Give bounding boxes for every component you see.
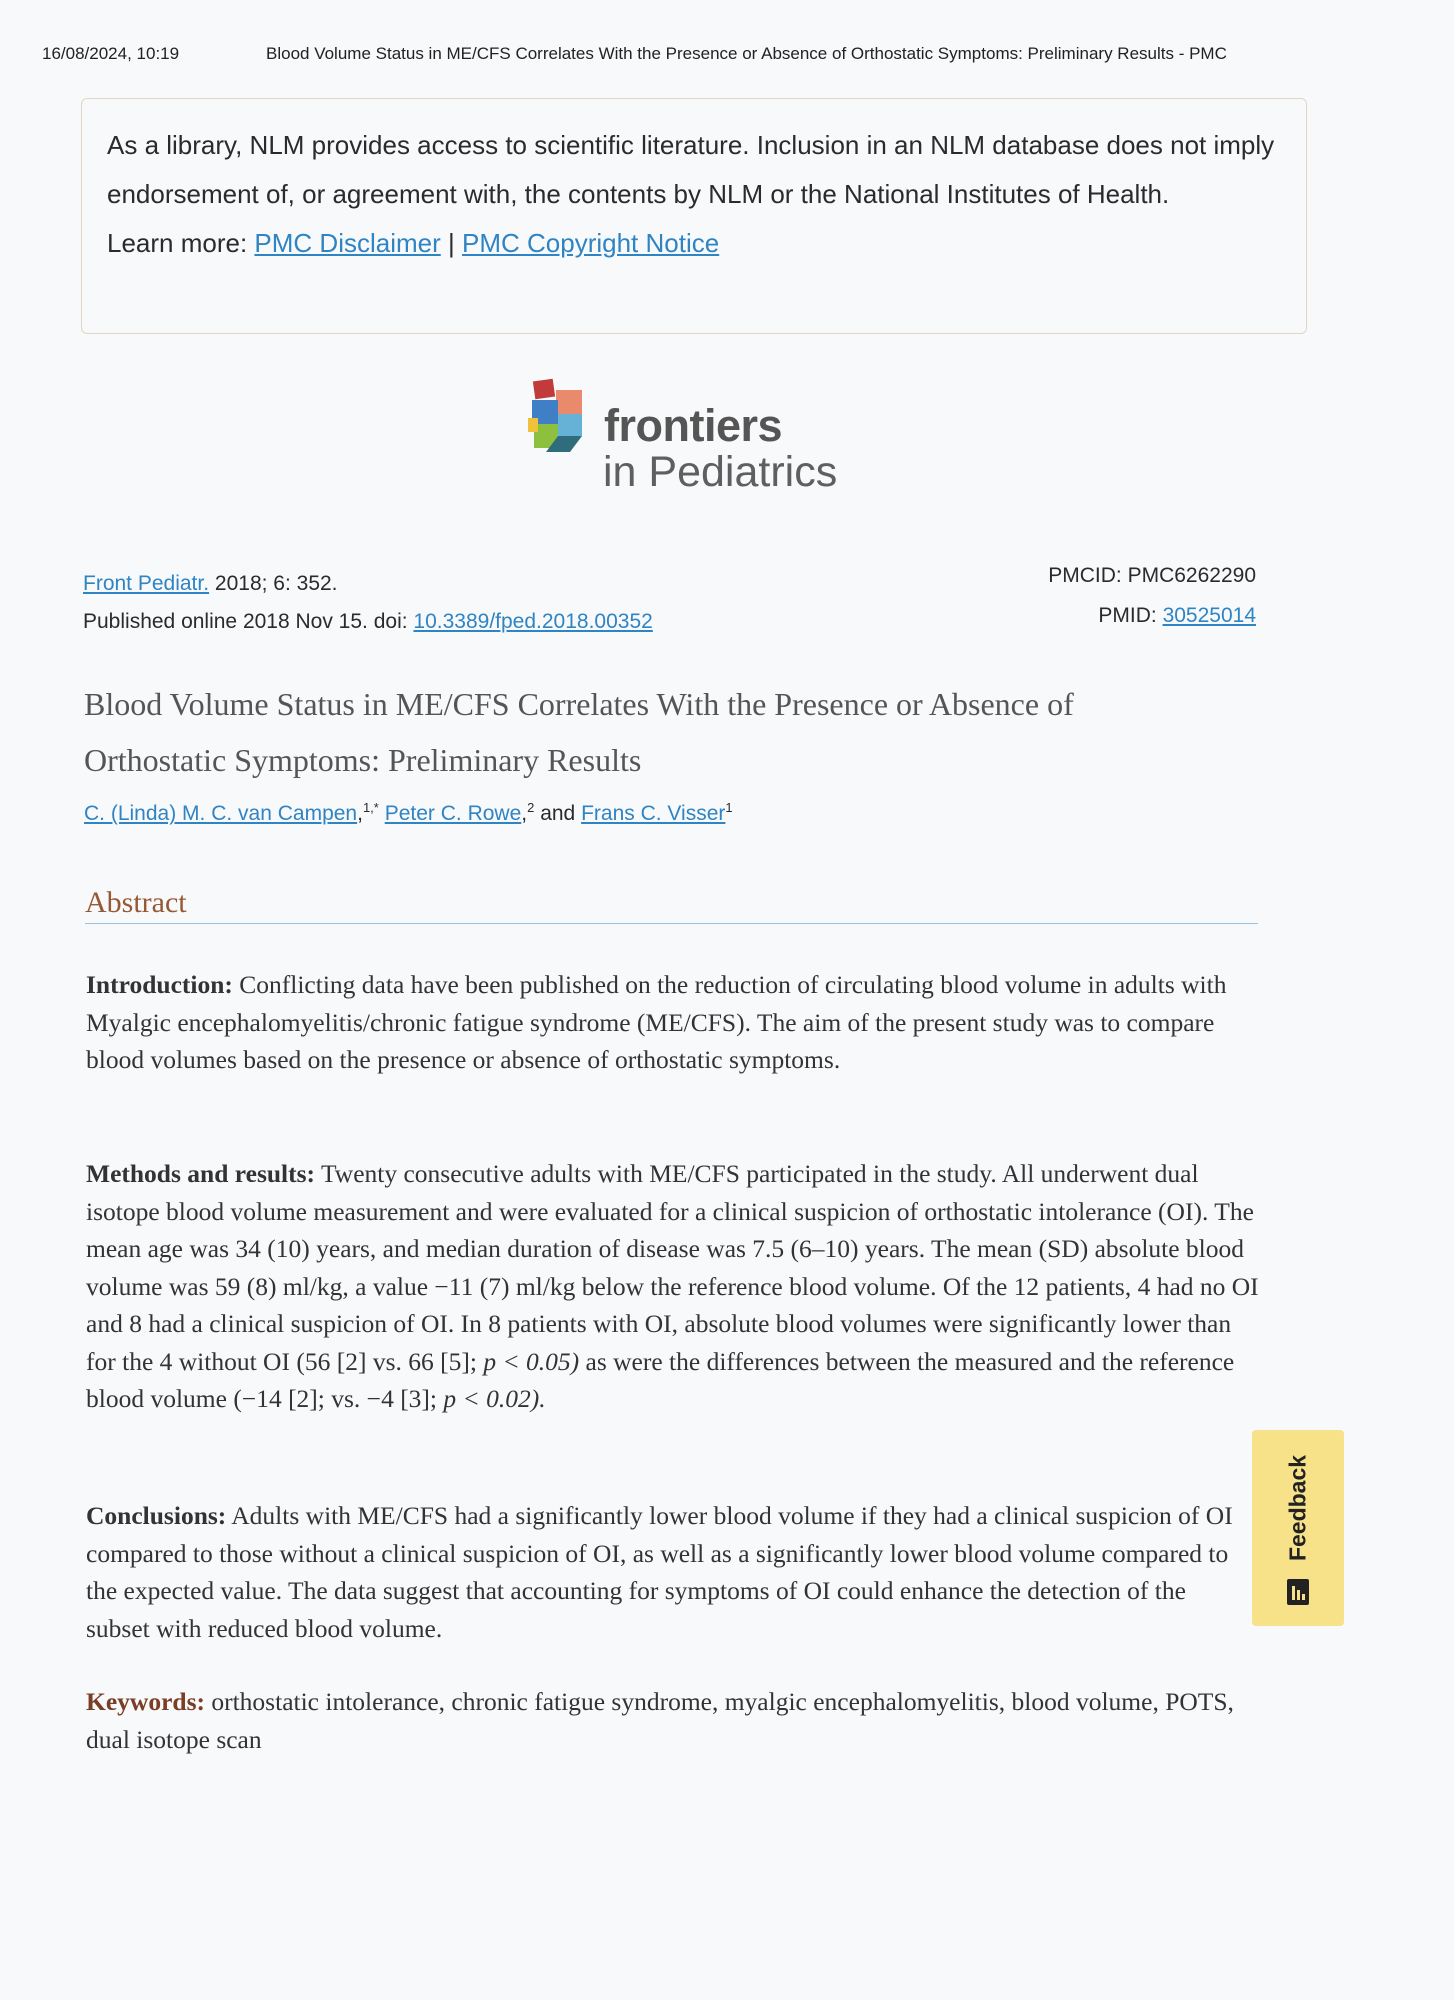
p-value-2: p < 0.02). bbox=[443, 1384, 546, 1413]
cube-logo-icon bbox=[528, 378, 600, 458]
print-date: 16/08/2024, 10:19 bbox=[42, 44, 180, 63]
article-ids bbox=[1048, 556, 1256, 636]
learn-more-label: Learn more: bbox=[107, 228, 248, 258]
author-affiliation: 2 bbox=[527, 800, 535, 815]
author-conjunction: and bbox=[540, 802, 576, 825]
keywords-label: Keywords: bbox=[86, 1687, 205, 1716]
pmid-link[interactable]: 30525014 bbox=[1162, 604, 1256, 627]
journal-link[interactable]: Front Pediatr. bbox=[83, 572, 210, 595]
author-affiliation: 1 bbox=[725, 800, 733, 815]
citation-volume: 2018; 6: 352. bbox=[214, 572, 338, 595]
abstract-divider bbox=[85, 923, 1258, 924]
author-affiliation: 1,* bbox=[362, 800, 379, 815]
logo-frontiers: frontiers bbox=[604, 400, 783, 451]
abstract-conclusions bbox=[86, 1497, 1236, 1647]
citation bbox=[83, 565, 653, 641]
introduction-label: Introduction: bbox=[86, 970, 233, 999]
citation-line2 bbox=[83, 603, 653, 641]
methods-text-a: Twenty consecutive adults with ME/CFS participated in the study. All underwent dual isotope blood volume measurement and were evaluated for a clinical suspicion of orthostatic intolerance (OI). The mean age was 34 (10) years, and median duration of disease was 7.5 (6–10) years. The mean (SD) absolute blood volume was 59 (8) ml/kg, a value −11 (7) ml/kg below the reference blood volume. Of the 12 patients, 4 had no OI and 8 had a clinical suspicion of OI. In 8 patients with OI, absolute blood volumes were significantly lower than for the 4 without OI (56 [2] vs. 66 [5]; bbox=[86, 1159, 1259, 1376]
author-list: C. (Linda) M. C. van Campen,$^{1,*}$ Peter C. Rowe,$^2$ and Frans C. Visser$^1$ bbox=[84, 800, 733, 825]
learn-more-line bbox=[107, 219, 1282, 268]
conclusions-label: Conclusions: bbox=[86, 1501, 227, 1530]
abstract-methods bbox=[86, 1155, 1266, 1418]
conclusions-text: Adults with ME/CFS had a significantly lower blood volume if they had a clinical suspicion of OI compared to those without a clinical suspicion of OI, as well as a significantly lower blood volume compared to the expected value. The data suggest that accounting for symptoms of OI could enhance the detection of the subset with reduced blood volume. bbox=[86, 1501, 1233, 1643]
doi-link[interactable]: 10.3389/fped.2018.00352 bbox=[413, 610, 653, 633]
logo-pediatrics: in Pediatrics bbox=[603, 448, 838, 496]
article-title: Blood Volume Status in ME/CFS Correlates With the Presence or Absence of Orthostatic Symptoms: Preliminary Results bbox=[84, 686, 1074, 778]
feedback-button[interactable] bbox=[1252, 1430, 1344, 1626]
methods-text-b: as were the differences between the measured and the reference blood volume (−14 [2]; vs. −4 [3]; bbox=[86, 1346, 1235, 1413]
feedback-label: Feedback bbox=[1284, 1454, 1311, 1562]
published-prefix: Published online 2018 Nov 15. doi: bbox=[83, 610, 408, 633]
methods-label: Methods and results: bbox=[86, 1159, 316, 1188]
pmid-line bbox=[1048, 596, 1256, 636]
link-separator: | bbox=[448, 228, 455, 258]
disclaimer-box bbox=[81, 98, 1307, 334]
p-value-1: p < 0.05) bbox=[483, 1346, 580, 1376]
pmid-label: PMID: bbox=[1098, 604, 1157, 627]
pmc-disclaimer-link[interactable]: PMC Disclaimer bbox=[254, 228, 441, 258]
pmc-copyright-link[interactable]: PMC Copyright Notice bbox=[462, 228, 720, 258]
pmcid-label: PMCID: bbox=[1048, 564, 1122, 587]
author-link[interactable]: Peter C. Rowe bbox=[384, 802, 522, 825]
citation-line1 bbox=[83, 565, 653, 603]
pmcid-value: PMC6262290 bbox=[1127, 564, 1256, 587]
print-title: Blood Volume Status in ME/CFS Correlates With the Presence or Absence of Orthostatic Symptoms: Preliminary Results - PMC bbox=[266, 44, 1227, 63]
print-header bbox=[42, 44, 1364, 68]
author-link[interactable]: C. (Linda) M. C. van Campen bbox=[84, 802, 358, 825]
author-link[interactable]: Frans C. Visser bbox=[581, 802, 726, 825]
pmcid-line bbox=[1048, 556, 1256, 596]
abstract-introduction bbox=[86, 966, 1266, 1079]
abstract-keywords bbox=[86, 1683, 1266, 1758]
feedback-icon bbox=[1286, 1578, 1310, 1606]
abstract-heading: Abstract bbox=[85, 886, 187, 919]
journal-logo[interactable] bbox=[528, 378, 888, 502]
keywords-text: orthostatic intolerance, chronic fatigue syndrome, myalgic encephalomyelitis, blood volume, POTS, dual isotope scan bbox=[86, 1687, 1234, 1754]
introduction-text: Conflicting data have been published on the reduction of circulating blood volume in adults with Myalgic encephalomyelitis/chronic fatigue syndrome (ME/CFS). The aim of the present study was to compare blood volumes based on the presence or absence of orthostatic symptoms. bbox=[86, 970, 1227, 1074]
disclaimer-text: As a library, NLM provides access to scientific literature. Inclusion in an NLM database does not imply endorsement of, or agreement with, the contents by NLM or the National Institutes of Health. bbox=[107, 130, 1275, 209]
